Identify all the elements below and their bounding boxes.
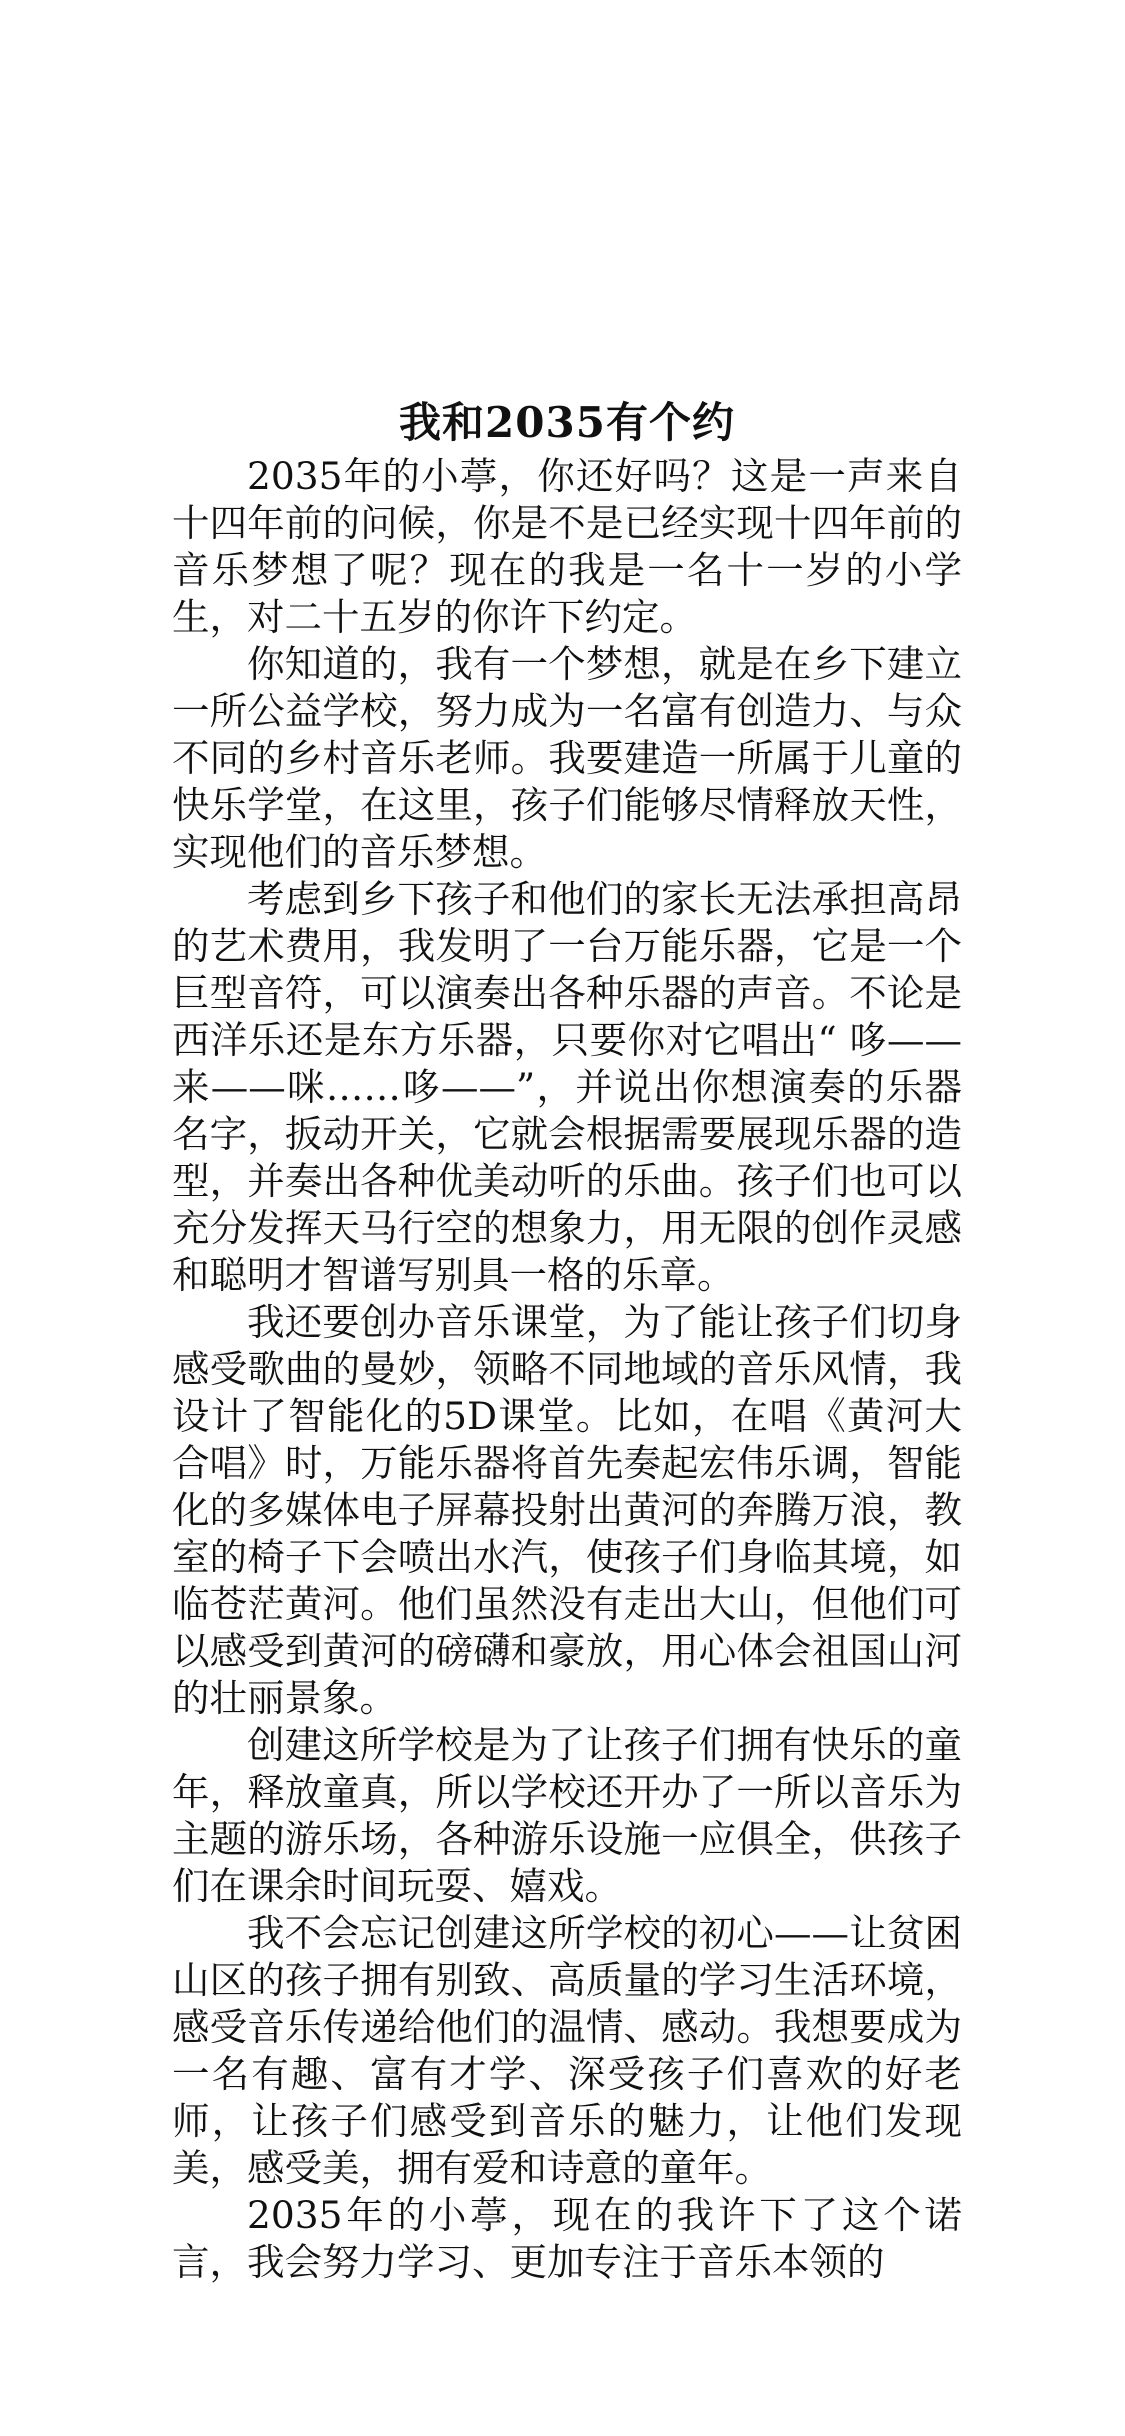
- article-paragraph: 考虑到乡下孩子和他们的家长无法承担高昂的艺术费用，我发明了一台万能乐器，它是一个巨型音符，可以演奏出各种乐器的声音。不论是西洋乐还是东方乐器，只要你对它唱出“ 哆——来——咪……哆——”，并说出你想演奏的乐器名字，扳动开关，它就会根据需要展现乐器的造型，并奏出各种优美动听的乐曲。孩子们也可以充分发挥天马行空的想象力，用无限的创作灵感和聪明才智谱写别具一格的乐章。: [172, 877, 962, 1297]
- article-paragraph: 创建这所学校是为了让孩子们拥有快乐的童年，释放童真，所以学校还开办了一所以音乐为主题的游乐场，各种游乐设施一应俱全，供孩子们在课余时间玩耍、嬉戏。: [172, 1723, 962, 1908]
- article-paragraph: 我还要创办音乐课堂，为了能让孩子们切身感受歌曲的曼妙，领略不同地域的音乐风情，我设计了智能化的5D课堂。比如，在唱《黄河大合唱》时，万能乐器将首先奏起宏伟乐调，智能化的多媒体电子屏幕投射出黄河的奔腾万浪，教室的椅子下会喷出水汽，使孩子们身临其境，如临苍茫黄河。他们虽然没有走出大山，但他们可以感受到黄河的磅礴和豪放，用心体会祖国山河的壮丽景象。: [172, 1300, 962, 1720]
- article-paragraph: 2035年的小葶，你还好吗？这是一声来自十四年前的问候，你是不是已经实现十四年前的音乐梦想了呢？现在的我是一名十一岁的小学生，对二十五岁的你许下约定。: [172, 454, 962, 639]
- article-paragraph: 2035年的小葶，现在的我许下了这个诺言，我会努力学习、更加专注于音乐本领的: [172, 2193, 962, 2284]
- article-paragraph: 你知道的，我有一个梦想，就是在乡下建立一所公益学校，努力成为一名富有创造力、与众不同的乡村音乐老师。我要建造一所属于儿童的快乐学堂，在这里，孩子们能够尽情释放天性，实现他们的音乐梦想。: [172, 642, 962, 874]
- article-title: 我和2035有个约: [399, 398, 735, 447]
- article-paragraph: 我不会忘记创建这所学校的初心——让贫困山区的孩子拥有别致、高质量的学习生活环境，感受音乐传递给他们的温情、感动。我想要成为一名有趣、富有才学、深受孩子们喜欢的好老师，让孩子们感受到音乐的魅力，让他们发现美，感受美，拥有爱和诗意的童年。: [172, 1911, 962, 2190]
- article: [172, 395, 962, 2286]
